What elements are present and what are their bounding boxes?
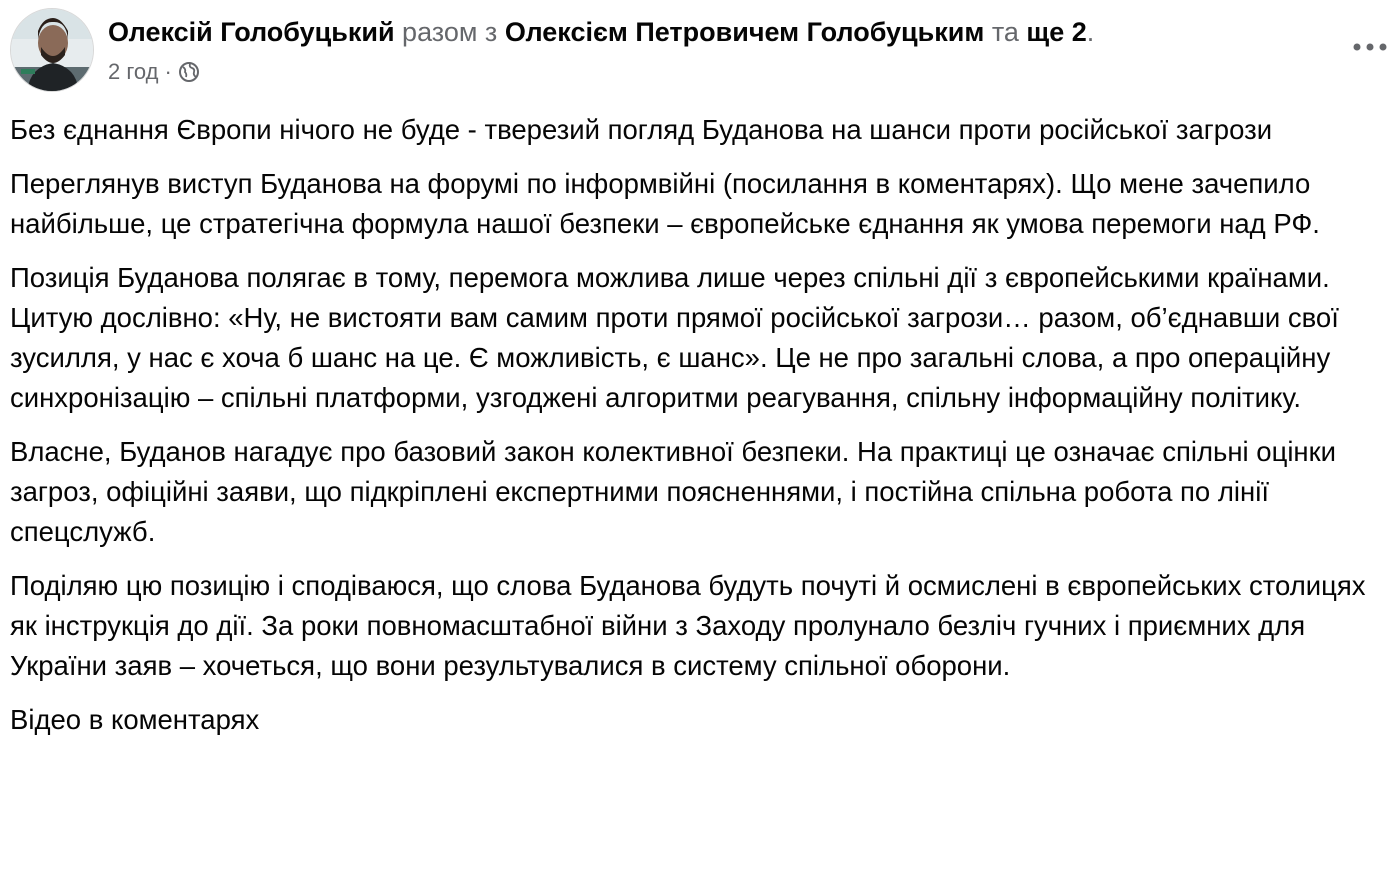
author-name-link[interactable]: Олексій Голобуцький	[108, 17, 395, 47]
tagged-person-link[interactable]: Олексієм Петровичем Голобуцьким	[504, 17, 985, 47]
separator-dot: ·	[164, 59, 172, 84]
post-meta	[108, 14, 1308, 86]
post-paragraph: Власне, Буданов нагадує про базовий закон колективної безпеки. На практиці це означає спільні оцінки загроз, офіційні заяви, що підкріплені експертними поясненнями, і постійна спільна робота по лінії спецслужб.	[10, 436, 1337, 547]
author-avatar[interactable]	[10, 8, 94, 92]
globe-icon[interactable]	[178, 61, 200, 83]
avatar-image	[11, 9, 94, 92]
post-header	[10, 8, 1390, 94]
post-body	[10, 110, 1385, 754]
post-paragraph: Відео в коментарях	[10, 704, 260, 735]
others-link[interactable]: ще 2	[1026, 17, 1087, 47]
post-authors-line	[108, 14, 1308, 50]
and-connector: та	[984, 17, 1027, 47]
post-timestamp[interactable]: 2 год	[108, 59, 159, 84]
more-horizontal-icon[interactable]	[1350, 32, 1390, 62]
post-paragraph: Позиція Буданова полягає в тому, перемога можлива лише через спільні дії з європейськими країнами. Цитую дослівно: «Ну, не вистояти вам самим проти прямої російської загрози… разом, об’єднавши свої зусилля, у нас є хоча б шанс на це. Є можливість, є шанс». Це не про загальні слова, а про операційну синхронізацію – спільні платформи, узгоджені алгоритми реагування, спільну інформаційну політику.	[10, 262, 1339, 413]
post-paragraph: Переглянув виступ Буданова на форумі по інформвійні (посилання в коментарях). Що мене зачепило найбільше, це стратегічна формула нашої безпеки – європейське єднання як умова перемоги над РФ.	[10, 168, 1320, 239]
post-paragraph-title: Без єднання Європи нічого не буде - тверезий погляд Буданова на шанси проти російської загрози	[10, 114, 1273, 145]
post-paragraph: Поділяю цю позицію і сподіваюся, що слова Буданова будуть почуті й осмислені в європейських столицях як інструкція до дії. За роки повномасштабної війни з Заходу пролунало безліч гучних і приємних для України заяв – хочеться, що вони результувалися в систему спільної оборони.	[10, 570, 1366, 681]
with-connector: разом з	[394, 17, 505, 47]
post-subline	[108, 58, 1308, 86]
period: .	[1086, 17, 1095, 47]
